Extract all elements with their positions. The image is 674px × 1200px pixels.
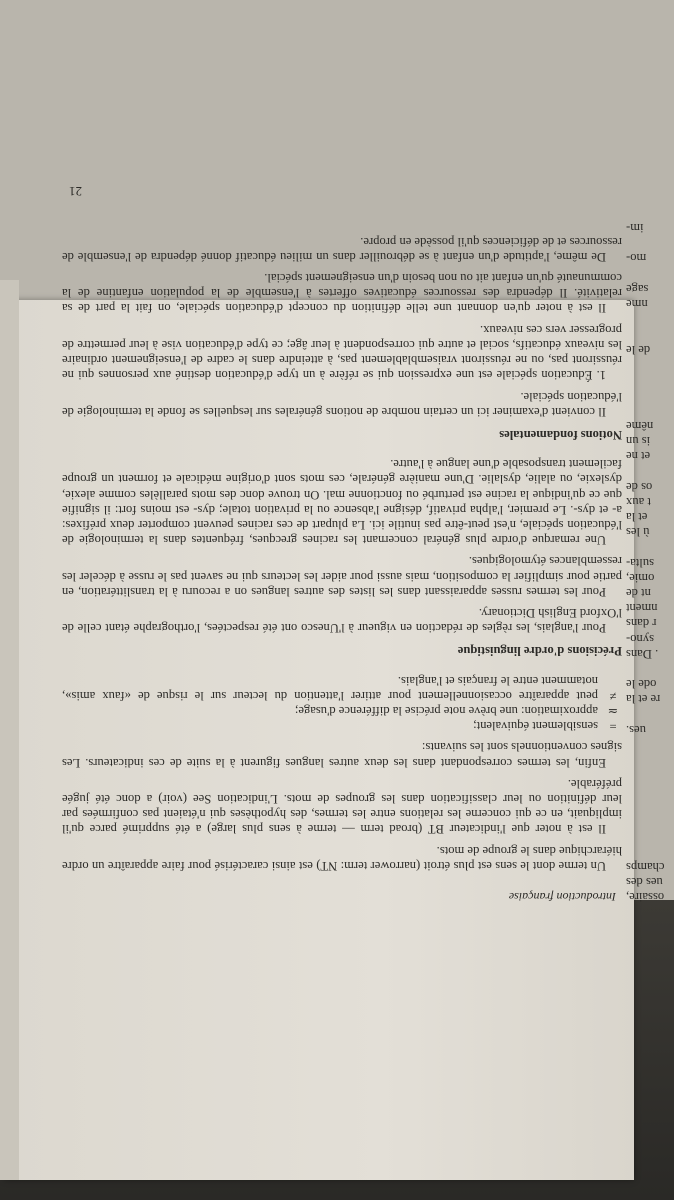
not-equal-sign: ≠ [609, 688, 617, 703]
margin-fragment: omie, [626, 570, 655, 585]
paragraph: Il convient d'examiner ici un certain nombre de notions générales sur lesquelles se fonde la terminologie de l'éducation spéciale. [62, 389, 622, 419]
margin-fragment: champs [626, 859, 665, 874]
section-heading: Notions fondamentales [499, 427, 622, 442]
margin-fragment: nment [626, 601, 658, 616]
margin-fragment: ues des [626, 874, 663, 889]
facing-page-margin-fragments [626, 220, 674, 904]
symbol-description: approximation: une brève note précise la différence d'usage; [294, 703, 598, 718]
margin-fragment: et ne [626, 449, 651, 464]
margin-fragment [626, 798, 674, 813]
margin-fragment [626, 387, 674, 402]
paragraph: Pour l'anglais, les règles de rédaction en vigueur à l'Unesco ont été respectées, l'orthographe étant celle de l'Oxford English Dictionary. [62, 605, 622, 636]
page-edge-strip [0, 280, 19, 1180]
margin-fragment [626, 828, 674, 843]
margin-fragment [626, 235, 674, 250]
margin-fragment: r dans [626, 616, 657, 631]
margin-fragment [626, 813, 674, 828]
symbol-legend-row [62, 672, 620, 702]
margin-fragment: os de [626, 479, 653, 494]
margin-fragment [626, 463, 674, 478]
margin-fragment: mo- [626, 251, 647, 266]
paragraph: Un terme dont le sens est plus étroit (narrower term: NT) est ainsi caractérisé pour faire apparaître un ordre hiérarchique dans le groupe de mots. [62, 843, 622, 873]
margin-fragment: sage [626, 281, 649, 296]
margin-fragment [626, 265, 674, 280]
margin-fragment: sulta- [626, 555, 654, 570]
page-number: 21 [69, 184, 82, 200]
margin-fragment: ode le [626, 677, 657, 692]
margin-fragment: de le [626, 342, 651, 357]
margin-fragment [626, 706, 674, 721]
margin-fragment [626, 539, 674, 554]
paragraph: Enfin, les termes correspondant dans les deux autres langues figurent à la suite de ces indicateurs. Les signes conventionnels sont les suivants: [62, 740, 622, 770]
paragraph: De même, l'aptitude d'un enfant à se débrouiller dans un milieu éducatif donné dépendra de l'ensemble de ressources et de déficiences qu'il possède en propre. [62, 234, 622, 264]
margin-fragment: ossaire, [626, 890, 665, 904]
margin-fragment [626, 737, 674, 752]
equivalence-sign: = [609, 719, 617, 734]
margin-fragment [626, 402, 674, 417]
symbol-description: sensiblement équivalent; [473, 719, 598, 734]
margin-fragment: ù les [626, 525, 650, 540]
margin-fragment [626, 326, 674, 341]
margin-fragment: nême [626, 418, 654, 433]
margin-fragment [626, 843, 674, 858]
margin-fragment: im- [626, 221, 644, 236]
margin-fragment [626, 752, 674, 767]
margin-fragment: et la [626, 509, 648, 524]
margin-fragment: is un [626, 433, 651, 448]
paragraph: Il est à noter que l'indicateur BT (broad term — terme à sens plus large) a été supprimé parce qu'il impliquait, en ce qui concerne les relations entre les termes, des hypothèses qui n'étaient pas confirmées par leur définition ou leur classification dans les groupes de mots. L'indication See (voir) a donc été jugée préférable. [62, 776, 622, 837]
margin-fragment: nt de [626, 585, 651, 600]
margin-fragment: . Dans [626, 646, 659, 661]
symbol-legend-row [62, 718, 620, 733]
margin-fragment: nme [626, 297, 648, 312]
symbol-legend-row [62, 703, 620, 718]
margin-fragment [626, 311, 674, 326]
page-content [62, 184, 622, 904]
margin-fragment [626, 782, 674, 797]
margin-fragment: t aux [626, 494, 651, 509]
margin-fragment: re et la [626, 692, 661, 707]
margin-fragment [626, 372, 674, 387]
paragraph: Pour les termes russes apparaissant dans les listes des autres langues on a recouru à la translittération, en partie pour simplifier la composition, mais aussi pour aider les lecteurs qui ne savent pas le russe à déceler les ressemblances étymologiques. [62, 554, 622, 599]
margin-fragment [626, 661, 674, 676]
margin-fragment: synο- [626, 631, 654, 646]
margin-fragment [626, 767, 674, 782]
running-header: Introduction française [508, 890, 616, 904]
approximation-sign: ≃ [607, 703, 619, 718]
paragraph: Une remarque d'ordre plus général concernant les racines grecques, fréquentes dans la terminologie de l'éducation spéciale, n'est peut-être pas inutile ici. La plupart de ces racines peuvent comporter deux préfixes: a- et dys-. Le premier, l'alpha privatif, désigne l'absence ou la privation totale; dys- est moins fort: il signifie que ce qu'indique la racine est perturbé ou fonctionne mal. On trouve donc des mots parallèles comme alexie, dyslexie, ou alalie, dyslalie. D'une manière générale, ces mots sont d'origine médicale et forment un groupe facilement transposable d'une langue à l'autre. [62, 457, 622, 548]
margin-fragment: ues. [626, 722, 646, 737]
paragraph: 1. Éducation spéciale est une expression qui se réfère à un type d'éducation destiné aux personnes qui ne réussiront pas, ou ne réussiront vraisemblablement pas, à atteindre dans le cadre de l'enseignement ordinaire les niveaux éducatifs, social et autre qui correspondent à leur âge; ce type d'éducation vise à leur permettre de progresser vers ces niveaux. [62, 322, 622, 383]
paragraph: Il est à noter qu'en donnant une telle définition du concept d'éducation spéciale, on fait la part de sa relativité. Il dépendra des ressources éducatives offertes à l'ensemble de la population enfantine de la communauté qu'un enfant ait ou non besoin d'un enseignement spécial. [62, 271, 622, 316]
margin-fragment [626, 357, 674, 372]
symbol-description: peut apparaître occasionnellement pour attirer l'attention du lecteur sur le risque de «faux amis», notamment entre le français et l'anglais. [62, 673, 598, 703]
section-heading: Précisions d'ordre linguistique [457, 644, 622, 659]
